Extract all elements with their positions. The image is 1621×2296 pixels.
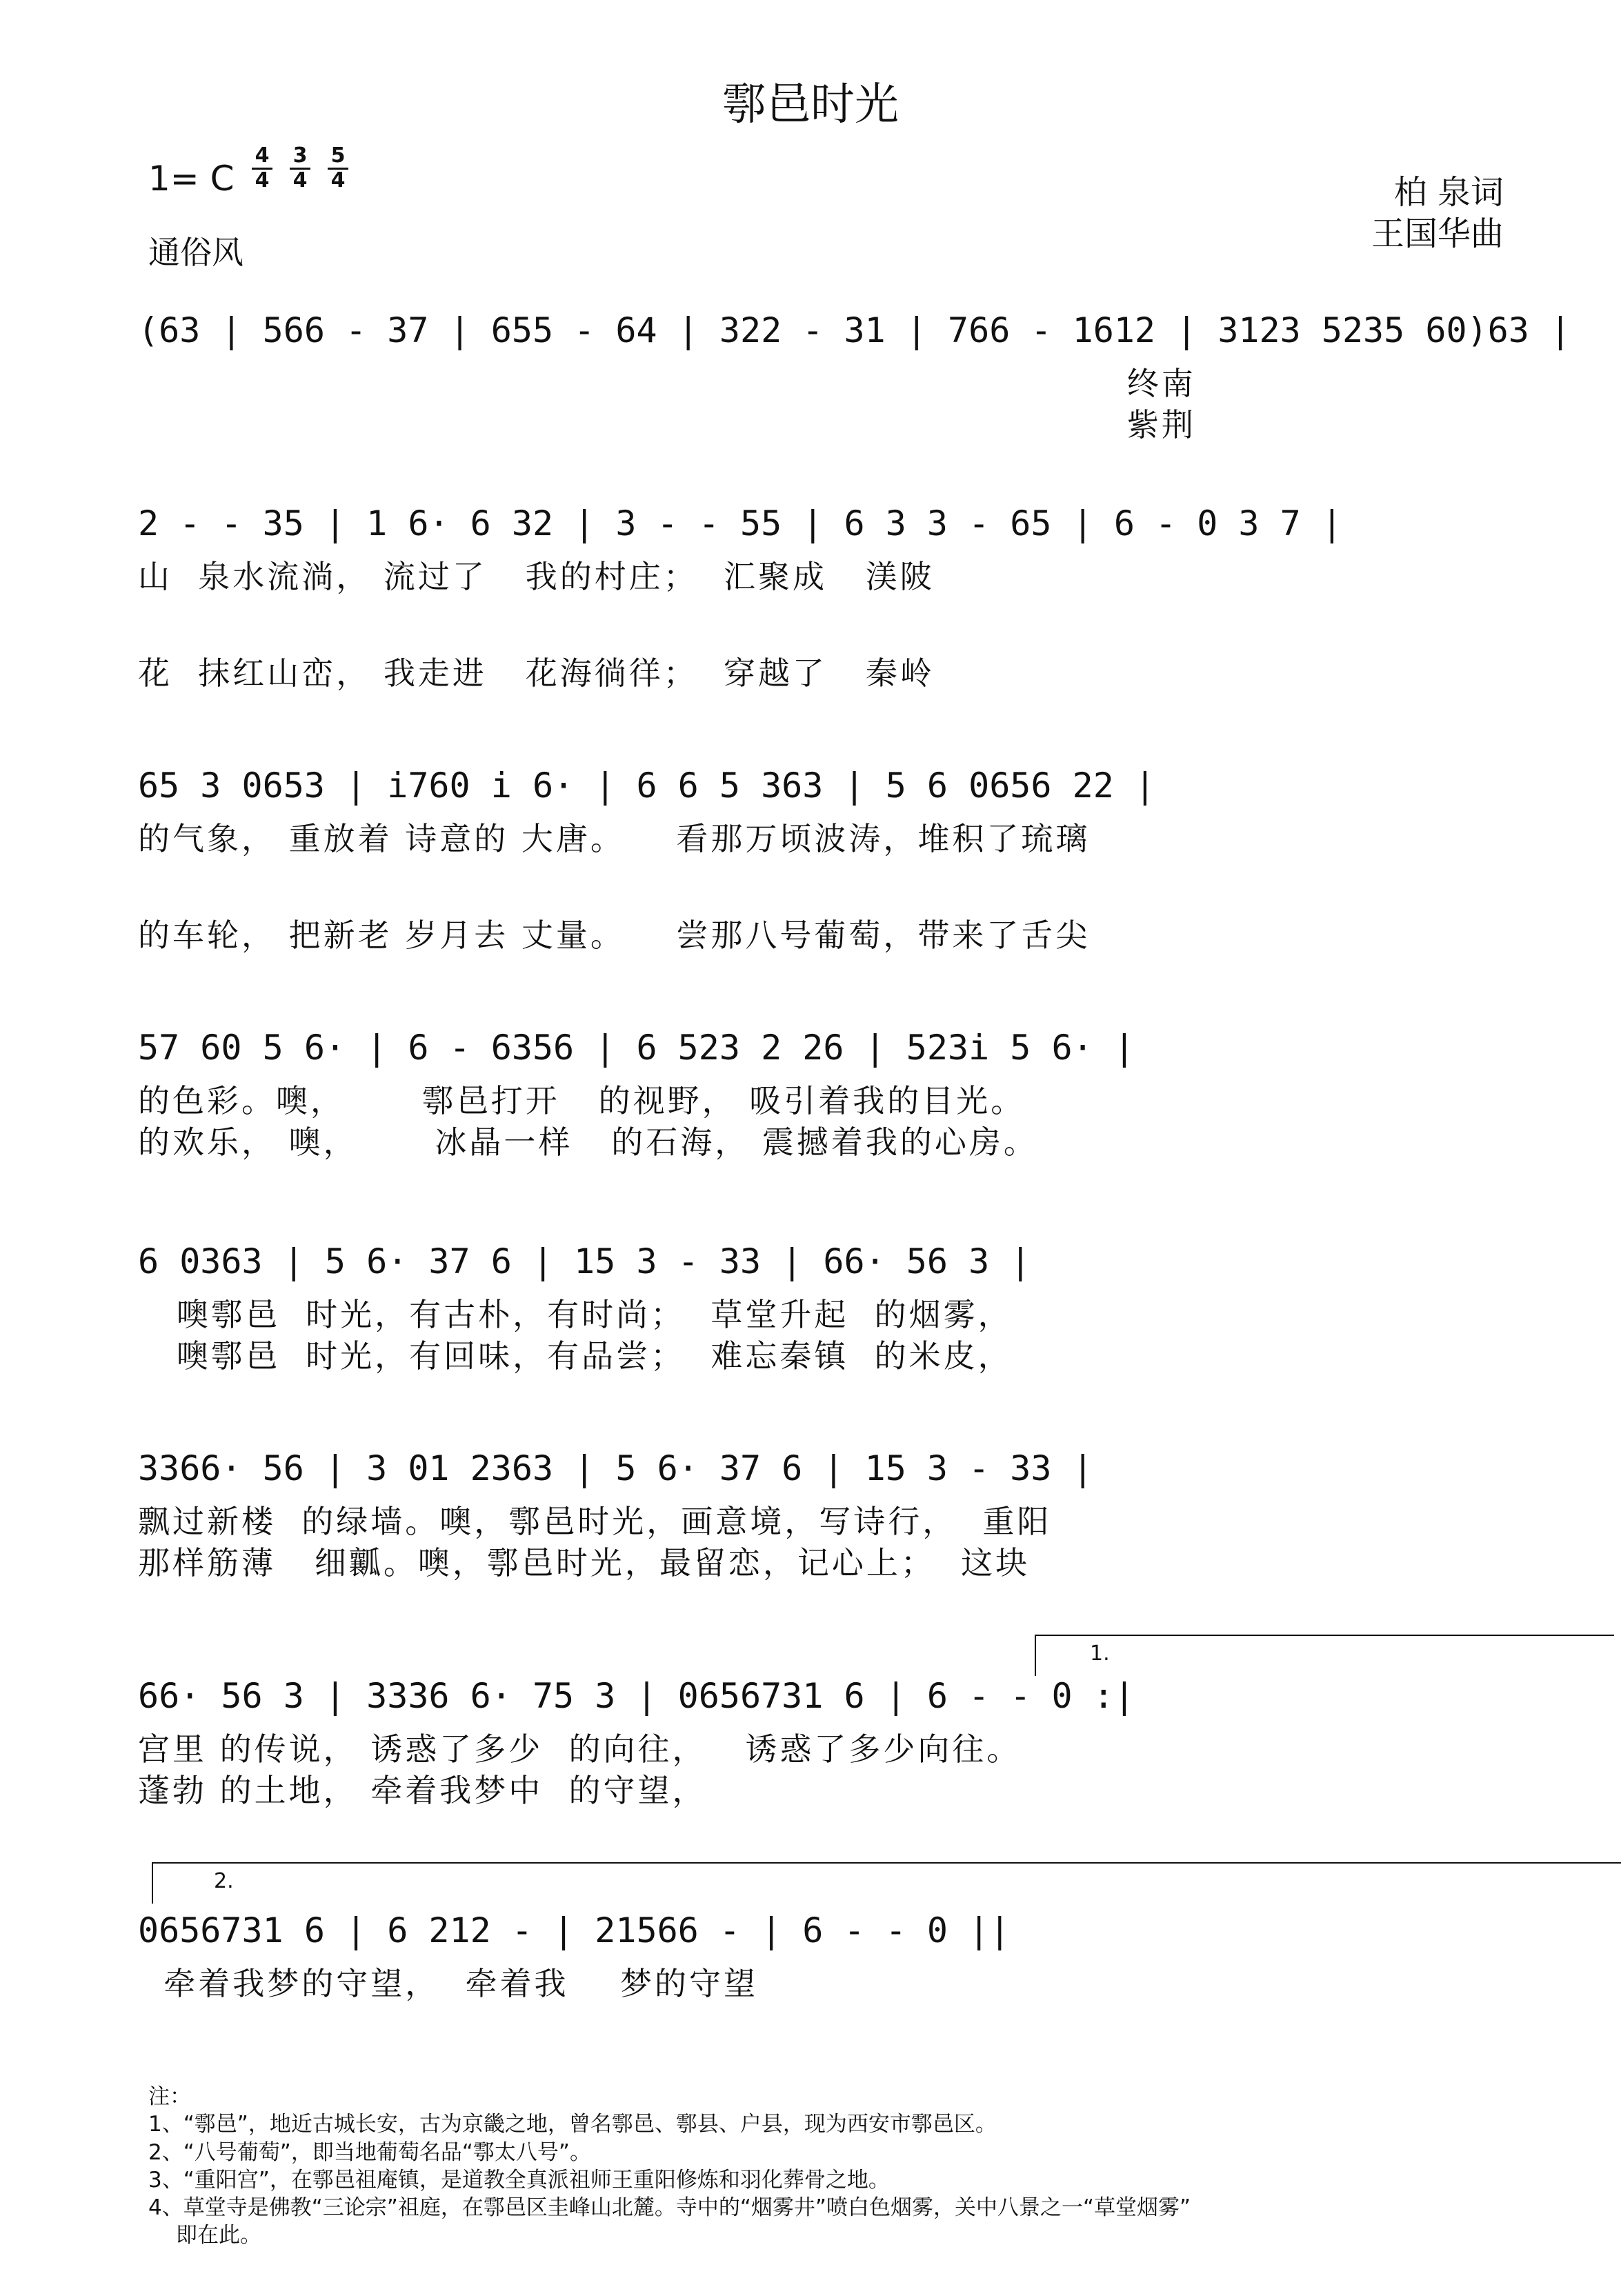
lyric-line-2: 紫荆 — [138, 406, 1196, 443]
notation-line: 6 0363 | 5 6· 37 6 | 15 3 - 33 | 66· 56 3 | — [138, 1241, 1031, 1281]
lyric-line-2: 噢鄠邑 时光，有回味，有品尝； 难忘秦镇 的米皮， — [138, 1337, 1013, 1375]
key-signature — [148, 159, 235, 199]
notation-line: 2 - - 35 | 1 6· 6 32 | 3 - - 55 | 6 3 3 - 65 | 6 - 0 3 7 | — [138, 503, 1342, 543]
notation-line: 65 3 0653 | i760 i 6· | 6 6 5 363 | 5 6 0656 22 | — [138, 766, 1156, 806]
notation-line: 57 60 5 6· | 6 - 6356 | 6 523 2 26 | 523i 5 6· | — [138, 1028, 1135, 1068]
lyricist: 柏 泉词 — [1393, 173, 1504, 212]
lyric-line-2: 那样筋薄 细瓤。噢，鄠邑时光，最留恋，记心上； 这块 — [138, 1544, 1031, 1581]
notes-label: 注： — [148, 2084, 191, 2109]
system-6 — [138, 1441, 1504, 1593]
volta-2-label: 2. — [214, 1869, 234, 1893]
volta-1-label: 1. — [1090, 1641, 1110, 1666]
lyric-line-2: 的欢乐， 噢， 冰晶一样 的石海， 震撼着我的心房。 — [138, 1124, 1038, 1161]
system-8 — [138, 1862, 1504, 2007]
lyric-line-1: 飘过新楼 的绿墙。噢，鄠邑时光，画意境，写诗行， 重阳 — [138, 1503, 1052, 1540]
lyric-line-1: 的气象， 重放着 诗意的 大唐。 看那万顷波涛，堆积了琉璃 — [138, 820, 1091, 857]
note-4: 4、草堂寺是佛教“三论宗”祖庭，在鄠邑区圭峰山北麓。寺中的“烟雾井”喷白色烟雾，关中八景之一“草堂烟雾” — [148, 2195, 1191, 2221]
note-2: 2、“八号葡萄”，即当地葡萄名品“鄠太八号”。 — [148, 2139, 591, 2165]
volta-1-bracket — [1035, 1635, 1614, 1636]
time-signature-3 — [328, 143, 348, 192]
style-label: 通俗风 — [148, 234, 243, 271]
key-label: 1= C — [148, 159, 235, 199]
lyric-line-1: 牵着我梦的守望， 牵着我 梦的守望 — [138, 1965, 758, 2002]
lyric-line-2: 蓬勃 的土地， 牵着我梦中 的守望， — [138, 1772, 707, 1809]
time-sig-top: 3 — [292, 143, 308, 168]
page-title: 鄠邑时光 — [722, 79, 899, 130]
time-sig-bottom: 4 — [330, 168, 346, 192]
system-7 — [138, 1635, 1504, 1814]
time-sig-top: 5 — [330, 143, 346, 168]
notes — [148, 2083, 1191, 2250]
volta-1-bracket-left — [1035, 1635, 1036, 1676]
system-2 — [138, 497, 1504, 692]
notation-line: 66· 56 3 | 3336 6· 75 3 | 0656731 6 | 6 - - 0 :| — [138, 1676, 1135, 1716]
time-signature-2 — [290, 143, 310, 192]
time-sig-bottom: 4 — [255, 168, 270, 192]
note-1: 1、“鄠邑”，地近古城长安，古为京畿之地，曾名鄠邑、鄠县、户县，现为西安市鄠邑区。 — [148, 2112, 997, 2137]
volta-2-bracket — [152, 1862, 1621, 1864]
system-3 — [138, 759, 1504, 952]
volta-2-bracket-left — [152, 1862, 153, 1904]
time-sig-bottom: 4 — [292, 168, 308, 192]
notation-line: 3366· 56 | 3 01 2363 | 5 6· 37 6 | 15 3 - 33 | — [138, 1448, 1093, 1488]
lyric-line-1: 终南 — [138, 365, 1196, 402]
time-signature-1 — [252, 143, 272, 192]
notation-line: (63 | 566 - 37 | 655 - 64 | 322 - 31 | 766 - 1612 | 3123 5235 60)63 | — [138, 310, 1571, 350]
composer: 王国华曲 — [1371, 214, 1504, 253]
system-1 — [138, 303, 1571, 448]
lyric-line-2: 花 抹红山峦， 我走进 花海徜徉； 穿越了 秦岭 — [138, 655, 935, 692]
lyric-line-1: 的色彩。噢， 鄠邑打开 的视野， 吸引着我的目光。 — [138, 1082, 1026, 1119]
notation-line: 0656731 6 | 6 212 - | 21566 - | 6 - - 0 || — [138, 1910, 1011, 1950]
lyric-line-1: 山 泉水流淌， 流过了 我的村庄； 汇聚成 渼陂 — [138, 558, 935, 595]
lyric-line-2: 的车轮， 把新老 岁月去 丈量。 尝那八号葡萄，带来了舌尖 — [138, 917, 1091, 954]
note-3: 3、“重阳宫”，在鄠邑祖庵镇，是道教全真派祖师王重阳修炼和羽化葬骨之地。 — [148, 2167, 890, 2193]
time-sig-top: 4 — [255, 143, 270, 168]
note-4-cont: 即在此。 — [176, 2223, 261, 2248]
lyric-line-1: 噢鄠邑 时光，有古朴，有时尚； 草堂升起 的烟雾， — [138, 1296, 1013, 1333]
lyric-line-1: 宫里 的传说， 诱惑了多少 的向往， 诱惑了多少向往。 — [138, 1730, 1022, 1768]
system-5 — [138, 1235, 1504, 1386]
system-4 — [138, 1021, 1504, 1172]
